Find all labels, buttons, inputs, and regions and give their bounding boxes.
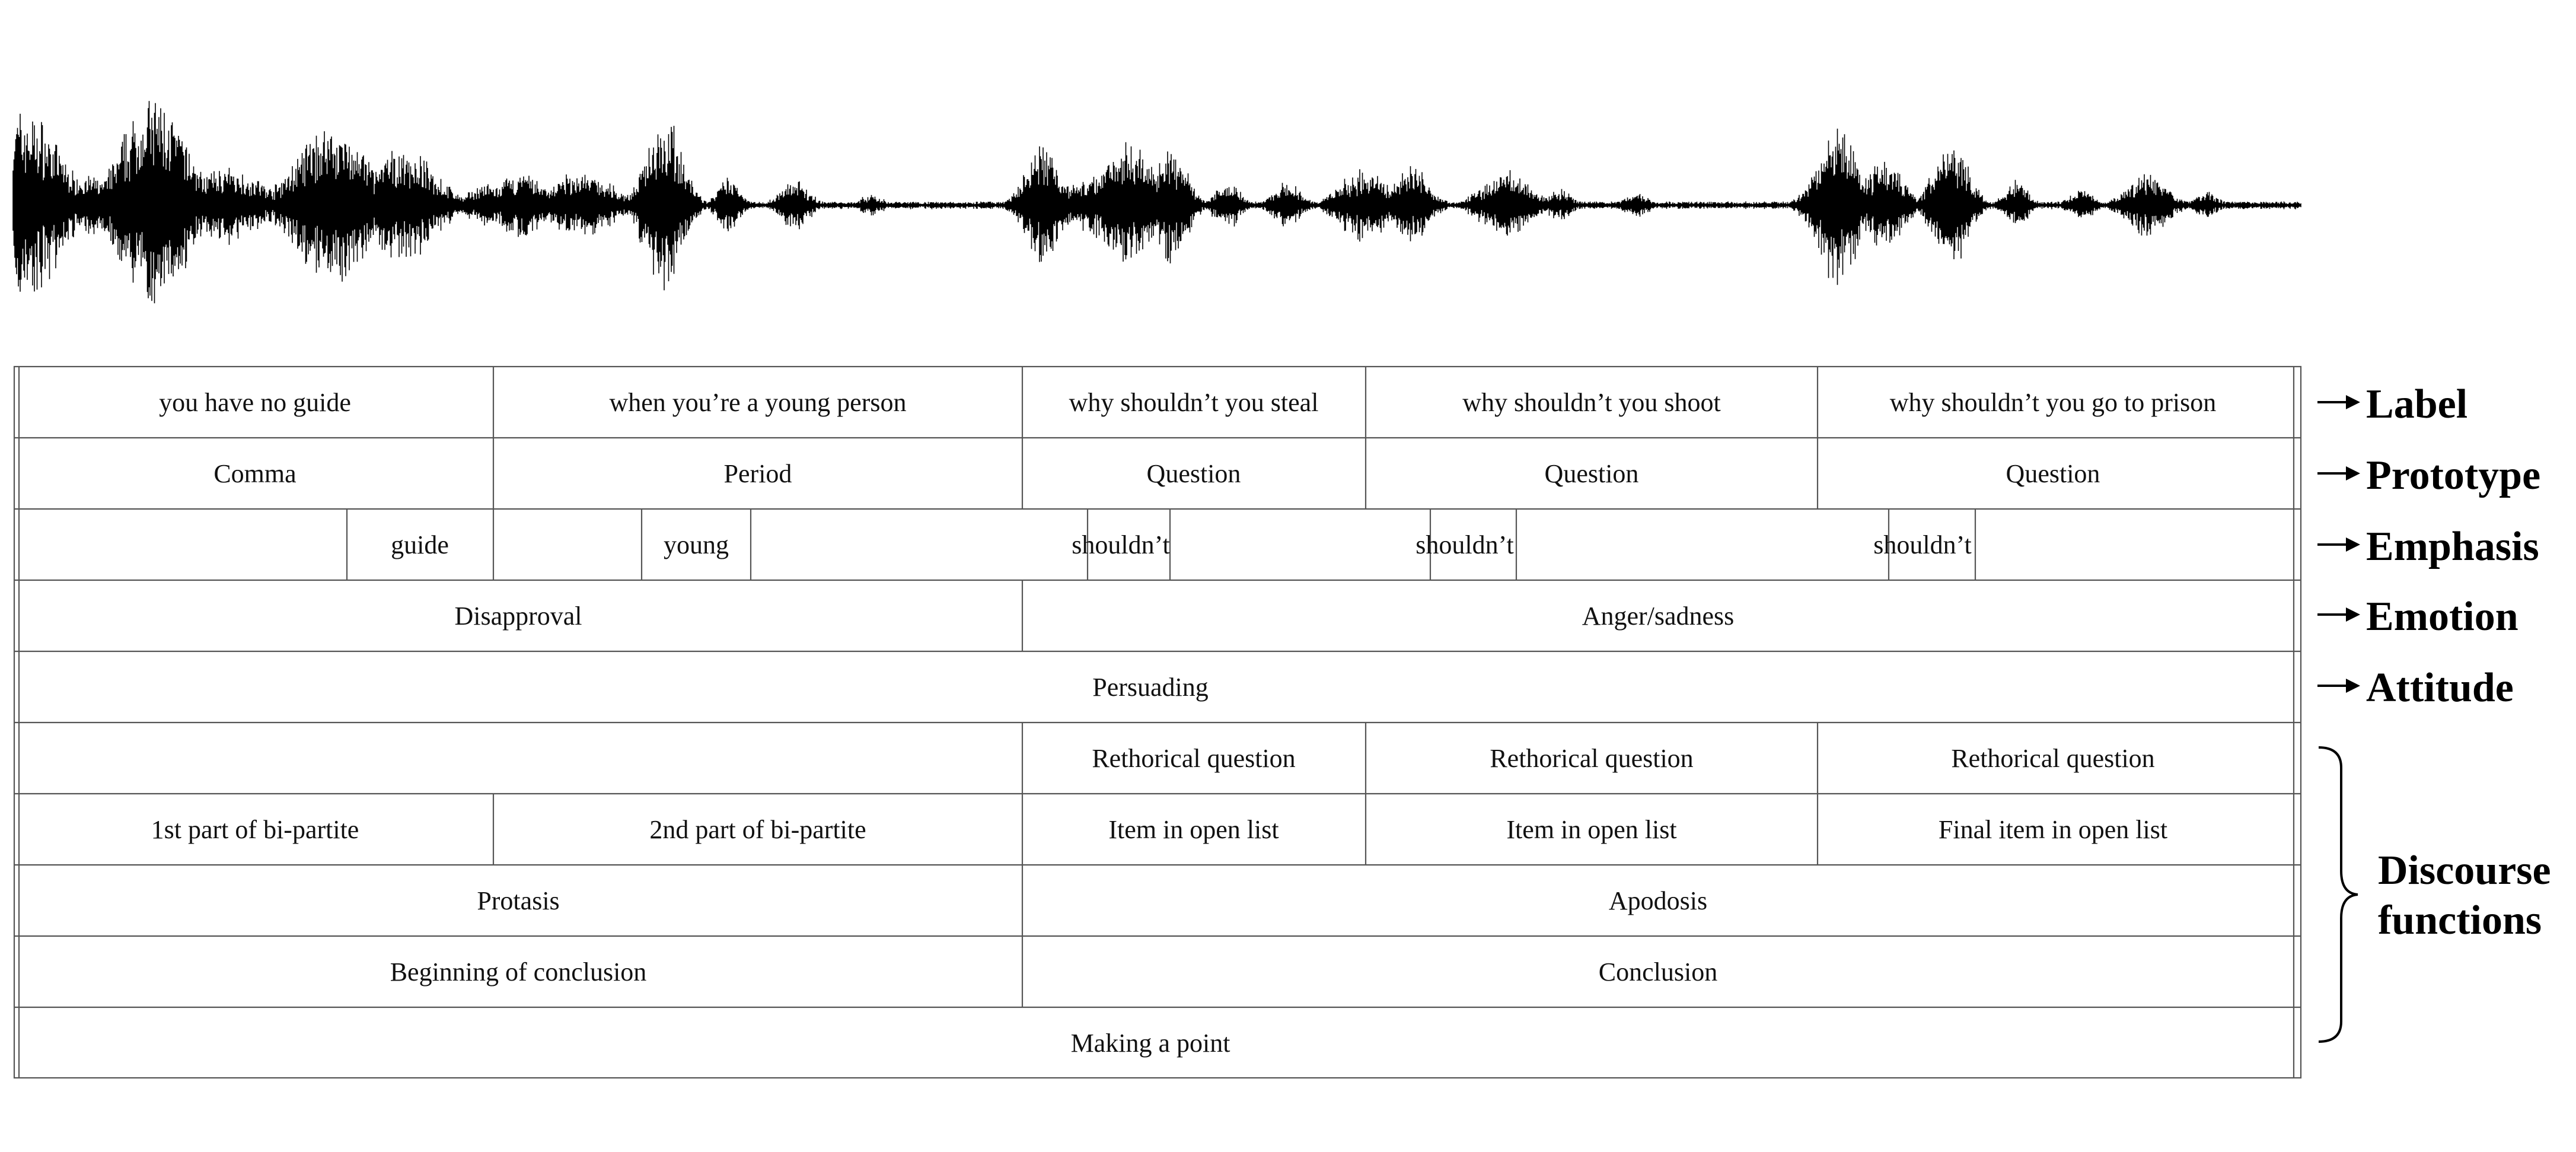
discourse-cell: Item in open list: [1506, 815, 1677, 844]
tier-label-label: Label: [2366, 381, 2468, 427]
discourse-cell: Beginning of conclusion: [390, 957, 647, 986]
discourse-cell: Rethorical question: [1490, 744, 1694, 773]
discourse-cell: Protasis: [477, 886, 560, 915]
attitude-cell: Persuading: [1092, 673, 1209, 702]
arrowhead-icon: [2346, 466, 2360, 480]
prototype-cell: Question: [2006, 459, 2100, 488]
discourse-cell: Rethorical question: [1092, 744, 1296, 773]
arrowhead-icon: [2346, 537, 2360, 552]
emphasis-tier-marker: [2317, 524, 2539, 569]
tier-label-emphasis: Emphasis: [2366, 524, 2539, 569]
label-cell: when you’re a young person: [609, 388, 907, 417]
discourse-cell: Final item in open list: [1938, 815, 2168, 844]
label-cell: why shouldn’t you steal: [1069, 388, 1319, 417]
arrowhead-icon: [2346, 395, 2360, 409]
prototype-cell: Comma: [213, 459, 297, 488]
attitude-tier-marker: [2317, 665, 2514, 711]
discourse-cell: Conclusion: [1598, 957, 1718, 986]
discourse-functions-label: functions: [2378, 898, 2542, 943]
curly-brace-icon: [2319, 747, 2358, 1042]
discourse-cell: 1st part of bi-partite: [151, 815, 359, 844]
emphasis-cell: shouldn’t: [1873, 530, 1972, 559]
discourse-cell: Making a point: [1070, 1029, 1230, 1058]
emphasis-cell: young: [664, 530, 729, 559]
label-cell: you have no guide: [159, 388, 351, 417]
label-cell: why shouldn’t you shoot: [1462, 388, 1721, 417]
label-cell: why shouldn’t you go to prison: [1889, 388, 2217, 417]
tier-label-emotion: Emotion: [2366, 594, 2518, 639]
emotion-cell: Anger/sadness: [1582, 602, 1735, 631]
emotion-cell: Disapproval: [454, 602, 582, 631]
arrowhead-icon: [2346, 607, 2360, 622]
discourse-functions-label: Discourse: [2378, 848, 2551, 893]
emphasis-cell: shouldn’t: [1415, 530, 1514, 559]
prototype-cell: Question: [1544, 459, 1639, 488]
discourse-cell: Rethorical question: [1951, 744, 2155, 773]
discourse-cell: 2nd part of bi-partite: [649, 815, 866, 844]
discourse-cell: Item in open list: [1108, 815, 1279, 844]
prototype-cell: Question: [1146, 459, 1241, 488]
emphasis-cell: guide: [391, 530, 449, 559]
tier-label-attitude: Attitude: [2366, 665, 2514, 711]
label-tier-marker: [2317, 381, 2467, 427]
prototype-cell: Period: [723, 459, 792, 488]
discourse-cell: Apodosis: [1608, 886, 1708, 915]
arrowhead-icon: [2346, 679, 2360, 693]
prototype-tier-marker: [2317, 453, 2540, 498]
emotion-tier-marker: [2317, 594, 2518, 639]
row-separators: [14, 438, 2301, 1007]
tier-label-prototype: Prototype: [2366, 453, 2541, 498]
emphasis-cell: shouldn’t: [1072, 530, 1170, 559]
